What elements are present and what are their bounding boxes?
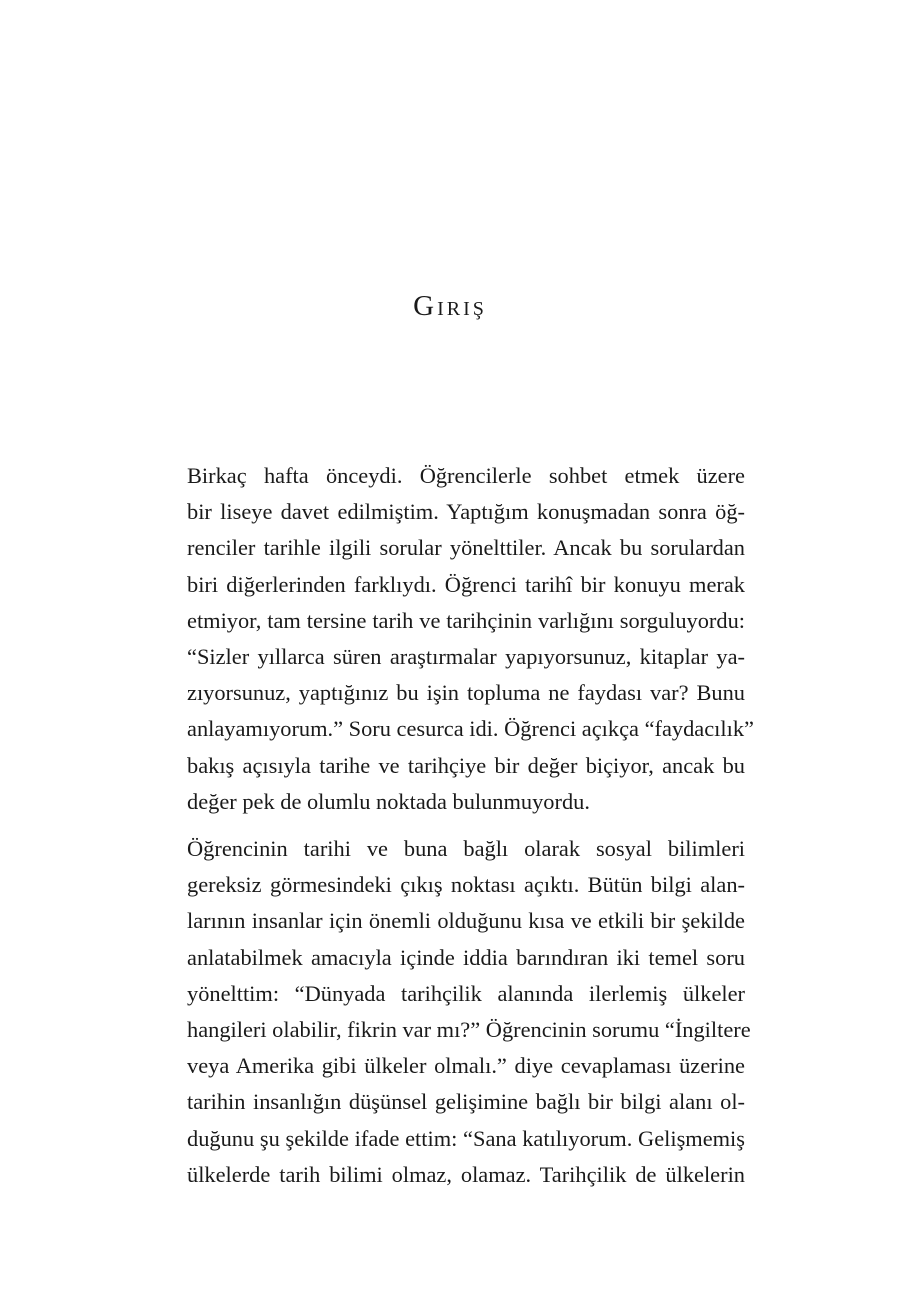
text-line: Öğrencinin tarihi ve buna bağlı olarak sosyal bilimleri: [187, 836, 745, 862]
text-line: etmiyor, tam tersine tarih ve tarihçinin varlığını sorguluyordu:: [187, 607, 745, 633]
text-line: bakış açısıyla tarihe ve tarihçiye bir değer biçiyor, ancak bu: [187, 752, 745, 778]
text-line: larının insanlar için önemli olduğunu kısa ve etkili bir şekilde: [187, 908, 745, 934]
chapter-title: Giriş: [413, 290, 487, 322]
body-text: [157, 458, 754, 1193]
text-line: biri diğerlerinden farklıydı. Öğrenci tarihî bir konuyu merak: [187, 571, 745, 597]
text-line: zıyorsunuz, yaptığınız bu işin topluma ne faydası var? Bunu: [187, 680, 745, 706]
text-line: veya Amerika gibi ülkeler olmalı.” diye cevaplaması üzerine: [187, 1053, 745, 1079]
text-line: tarihin insanlığın düşünsel gelişimine bağlı bir bilgi alanı ol-: [187, 1089, 745, 1115]
text-line: değer pek de olumlu noktada bulunmuyordu.: [187, 788, 590, 814]
text-line: anlatabilmek amacıyla içinde iddia barındıran iki temel soru: [187, 944, 745, 970]
paragraph-2: [157, 831, 751, 1193]
text-line: gereksiz görmesindeki çıkış noktası açıktı. Bütün bilgi alan-: [187, 872, 745, 898]
text-line: “Sizler yıllarca süren araştırmalar yapıyorsunuz, kitaplar ya-: [187, 644, 745, 670]
text-line: duğunu şu şekilde ifade ettim: “Sana katılıyorum. Gelişmemiş: [187, 1125, 745, 1151]
text-line: hangileri olabilir, fikrin var mı?” Öğrencinin sorumu “İngiltere: [187, 1017, 751, 1043]
text-line: yönelttim: “Dünyada tarihçilik alanında ilerlemiş ülkeler: [187, 980, 745, 1006]
text-line: anlayamıyorum.” Soru cesurca idi. Öğrenci açıkça “faydacılık”: [187, 716, 754, 742]
text-line: Birkaç hafta önceydi. Öğrencilerle sohbet etmek üzere: [187, 463, 745, 488]
paragraph-1: [157, 458, 754, 820]
text-line: ülkelerde tarih bilimi olmaz, olamaz. Tarihçilik de ülkelerin: [187, 1161, 745, 1187]
text-line: renciler tarihle ilgili sorular yönelttiler. Ancak bu sorulardan: [187, 535, 745, 561]
text-line: bir liseye davet edilmiştim. Yaptığım konuşmadan sonra öğ-: [187, 499, 745, 525]
